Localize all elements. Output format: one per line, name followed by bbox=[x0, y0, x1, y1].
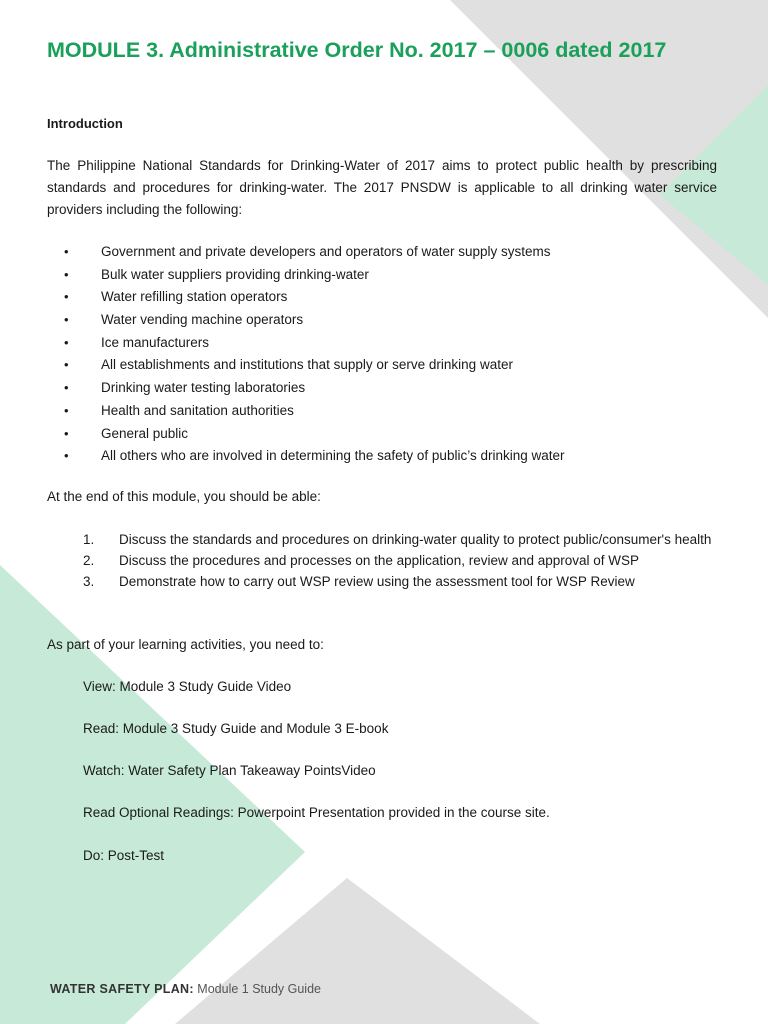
bullet-icon: • bbox=[64, 425, 69, 441]
objectives-list bbox=[47, 529, 717, 592]
activity-item: Watch: Water Safety Plan Takeaway PointsVideo bbox=[83, 763, 376, 778]
objective-text: Discuss the procedures and processes on the application, review and approval of WSP bbox=[119, 553, 640, 568]
activity-item: Do: Post-Test bbox=[83, 848, 165, 863]
objective-item bbox=[47, 529, 717, 550]
list-item-text: Ice manufacturers bbox=[101, 334, 210, 350]
provider-list bbox=[47, 241, 727, 468]
list-item-text: Water refilling station operators bbox=[101, 289, 288, 305]
objective-text: Demonstrate how to carry out WSP review using the assessment tool for WSP Review bbox=[119, 574, 635, 589]
list-item bbox=[47, 286, 727, 309]
bullet-icon: • bbox=[64, 244, 69, 259]
bullet-icon: • bbox=[64, 402, 69, 418]
footer-guide-name: Module 1 Study Guide bbox=[193, 982, 321, 996]
list-item-text: Drinking water testing laboratories bbox=[101, 380, 306, 396]
introduction-heading: Introduction bbox=[47, 116, 123, 131]
bullet-icon: • bbox=[64, 380, 69, 396]
page-title: MODULE 3. Administrative Order No. 2017 – 0006 dated 2017 bbox=[47, 38, 667, 62]
bullet-icon: • bbox=[64, 266, 69, 282]
bullet-icon: • bbox=[64, 357, 69, 373]
list-item bbox=[47, 241, 727, 264]
list-item-text: All others who are involved in determining the safety of public’s drinking water bbox=[101, 448, 565, 464]
list-item bbox=[47, 354, 727, 377]
objective-number: 1. bbox=[83, 532, 95, 547]
objective-item bbox=[47, 550, 717, 571]
list-item-text: All establishments and institutions that supply or serve drinking water bbox=[101, 357, 513, 373]
list-item bbox=[47, 400, 727, 423]
list-item bbox=[47, 332, 727, 355]
activity-item: Read Optional Readings: Powerpoint Presentation provided in the course site. bbox=[83, 805, 550, 820]
list-item-text: General public bbox=[101, 425, 189, 441]
list-item bbox=[47, 309, 727, 332]
objective-number: 2. bbox=[83, 553, 95, 568]
bullet-icon: • bbox=[64, 289, 69, 305]
activity-item: Read: Module 3 Study Guide and Module 3 E-book bbox=[83, 721, 389, 736]
list-item-text: Government and private developers and operators of water supply systems bbox=[101, 244, 551, 259]
intro-paragraph: The Philippine National Standards for Drinking-Water of 2017 aims to protect public health by prescribing standards and procedures for drinking-water. The 2017 PNSDW is applicable to all drinking water service providers including the following: bbox=[47, 158, 717, 217]
footer-course-name: WATER SAFETY PLAN: bbox=[50, 982, 194, 996]
list-item bbox=[47, 423, 727, 446]
page-footer bbox=[50, 982, 321, 996]
bullet-icon: • bbox=[64, 312, 69, 328]
activities-intro: As part of your learning activities, you need to: bbox=[47, 637, 324, 652]
objectives-intro: At the end of this module, you should be able: bbox=[47, 489, 321, 504]
activity-item: View: Module 3 Study Guide Video bbox=[83, 679, 292, 694]
list-item bbox=[47, 377, 727, 400]
objective-item bbox=[47, 571, 717, 592]
objective-number: 3. bbox=[83, 574, 95, 589]
list-item bbox=[47, 264, 727, 287]
bullet-icon: • bbox=[64, 334, 69, 350]
list-item bbox=[47, 445, 727, 468]
list-item-text: Bulk water suppliers providing drinking-water bbox=[101, 266, 369, 282]
list-item-text: Health and sanitation authorities bbox=[101, 402, 294, 418]
objective-text: Discuss the standards and procedures on drinking-water quality to protect public/consumer's health bbox=[119, 532, 712, 547]
list-item-text: Water vending machine operators bbox=[101, 312, 304, 328]
bullet-icon: • bbox=[64, 448, 69, 464]
